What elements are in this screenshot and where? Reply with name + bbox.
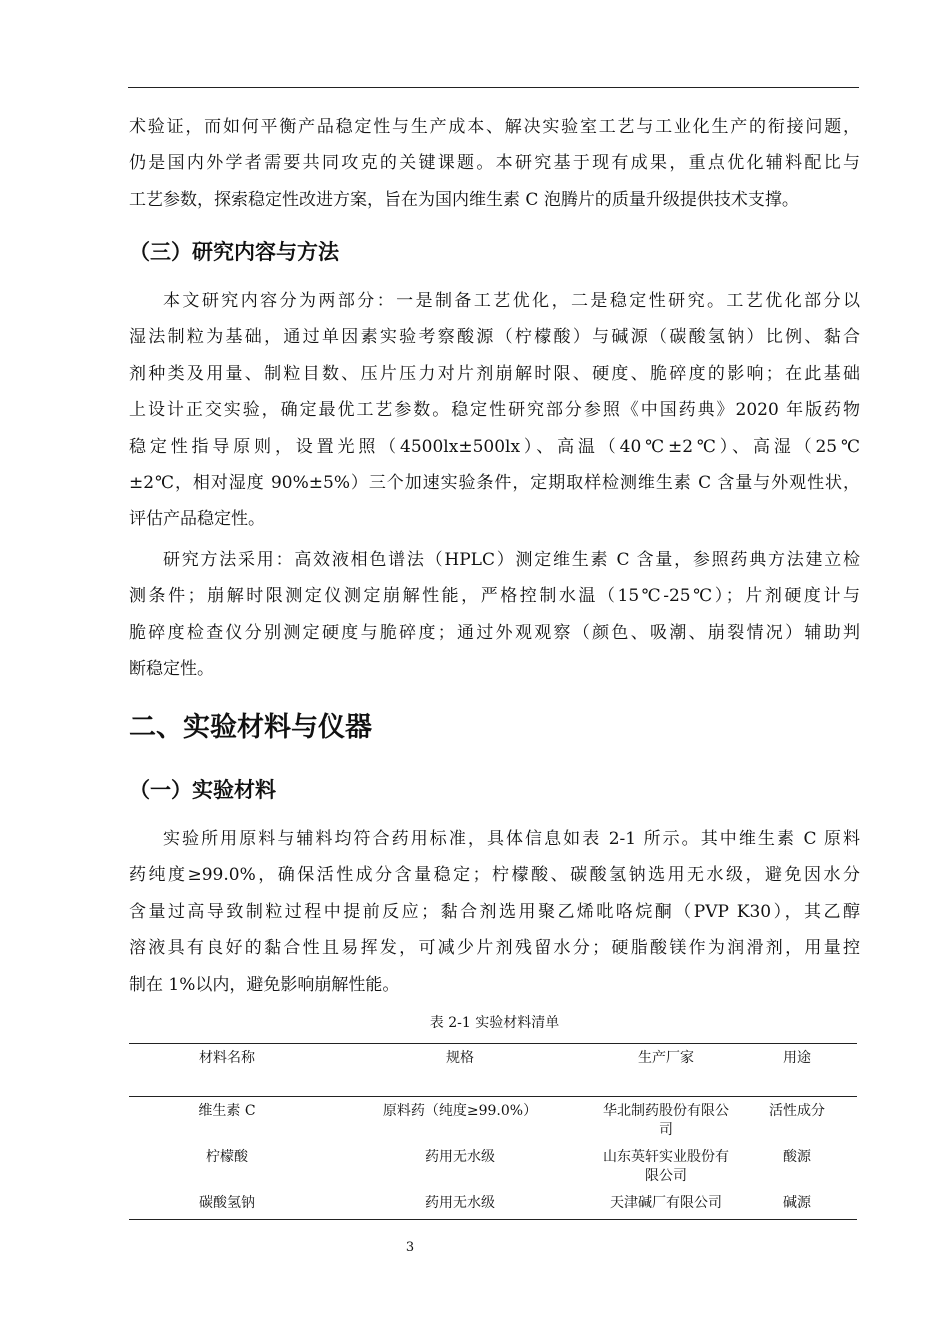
table-header-cell: 材料名称 [129,1044,325,1097]
text-line: 断稳定性。 [129,659,214,680]
table-row [129,1190,857,1220]
text-line: 制在 1%以内，避免影响崩解性能。 [129,974,400,995]
research-content-paragraph [129,283,860,538]
text-line: 研究方法采用：高效液相色谱法（HPLC）测定维生素 C 含量，参照药典方法建立检 [163,550,860,570]
table-cell: 碱源 [737,1190,857,1220]
table-header-cell: 生产厂家 [595,1044,737,1097]
text-line: 上设计正交实验，确定最优工艺参数。稳定性研究部分参照《中国药典》2020 年版药物 [129,400,860,421]
text-line: 药纯度≥99.0%，确保活性成分含量稳定；柠檬酸、碳酸氢钠选用无水级，避免因水分 [129,865,860,886]
text-line: ±2℃，相对湿度 90%±5%）三个加速实验条件，定期取样检测维生素 C 含量与外观性状， [129,472,860,493]
research-method-paragraph [129,542,860,688]
intro-paragraph [129,109,860,218]
table-cell: 维生素 C [198,1103,256,1119]
text-line: 剂种类及用量、制粒目数、压片压力对片剂崩解时限、硬度、脆碎度的影响；在此基础 [129,363,860,384]
table-cell: 柠檬酸 [206,1149,248,1165]
text-line: 测条件；崩解时限测定仪测定崩解性能，严格控制水温（15℃-25℃）；片剂硬度计与 [129,586,860,607]
text-line: 术验证，而如何平衡产品稳定性与生产成本、解决实验室工艺与工业化生产的衔接问题， [129,117,860,137]
text-line: 工艺参数，探索稳定性改进方案，旨在为国内维生素 C 泡腾片的质量升级提供技术支撑。 [129,189,799,210]
text-line: 本文研究内容分为两部分：一是制备工艺优化，二是稳定性研究。工艺优化部分以 [163,291,860,311]
materials-table [129,1043,857,1220]
section-heading-research-content: （三）研究内容与方法 [129,240,339,264]
text-line: 含量过高导致制粒过程中提前反应；黏合剂选用聚乙烯吡咯烷酮（PVP K30），其乙醇 [129,901,860,922]
page-number: 3 [405,1240,415,1255]
table-cell: 碳酸氢钠 [129,1190,325,1220]
chapter-heading-materials: 二、实验材料与仪器 [129,712,372,743]
header-rule [128,87,859,88]
section-heading-materials: （一）实验材料 [129,778,276,802]
text-line: 仍是国内外学者需要共同攻克的关键课题。本研究基于现有成果，重点优化辅料配比与 [129,153,860,174]
text-line: 溶液具有良好的黏合性且易挥发，可减少片剂残留水分；硬脂酸镁作为润滑剂，用量控 [129,938,860,959]
table-cell: 药用无水级 [425,1149,495,1165]
table-cell: 活性成分 [769,1103,825,1119]
text-line: 评估产品稳定性。 [129,509,265,530]
table-cell: 药用无水级 [325,1190,595,1220]
table-row [129,1097,857,1145]
text-line: 湿法制粒为基础，通过单因素实验考察酸源（柠檬酸）与碱源（碳酸氢钠）比例、黏合 [129,327,860,348]
table-cell: 原料药（纯度≥99.0%） [382,1103,538,1119]
table-header-cell: 用途 [737,1044,857,1097]
table-row [129,1144,857,1190]
text-line: 实验所用原料与辅料均符合药用标准，具体信息如表 2-1 所示。其中维生素 C 原料 [163,829,860,849]
text-line: 稳定性指导原则，设置光照（4500lx±500lx）、高温（40℃±2℃）、高湿（25℃ [129,436,860,457]
materials-paragraph [129,821,860,1003]
table-cell: 华北制药股份有限公司 [603,1103,729,1138]
table-caption: 表 2-1 实验材料清单 [429,1015,560,1031]
table-header-row [129,1044,857,1097]
table-cell: 天津碱厂有限公司 [595,1190,737,1220]
text-line: 脆碎度检查仪分别测定硬度与脆碎度；通过外观观察（颜色、吸潮、崩裂情况）辅助判 [129,622,860,643]
table-cell: 山东英轩实业股份有限公司 [603,1149,729,1184]
table-cell: 酸源 [783,1149,811,1165]
table-header-cell: 规格 [325,1044,595,1097]
